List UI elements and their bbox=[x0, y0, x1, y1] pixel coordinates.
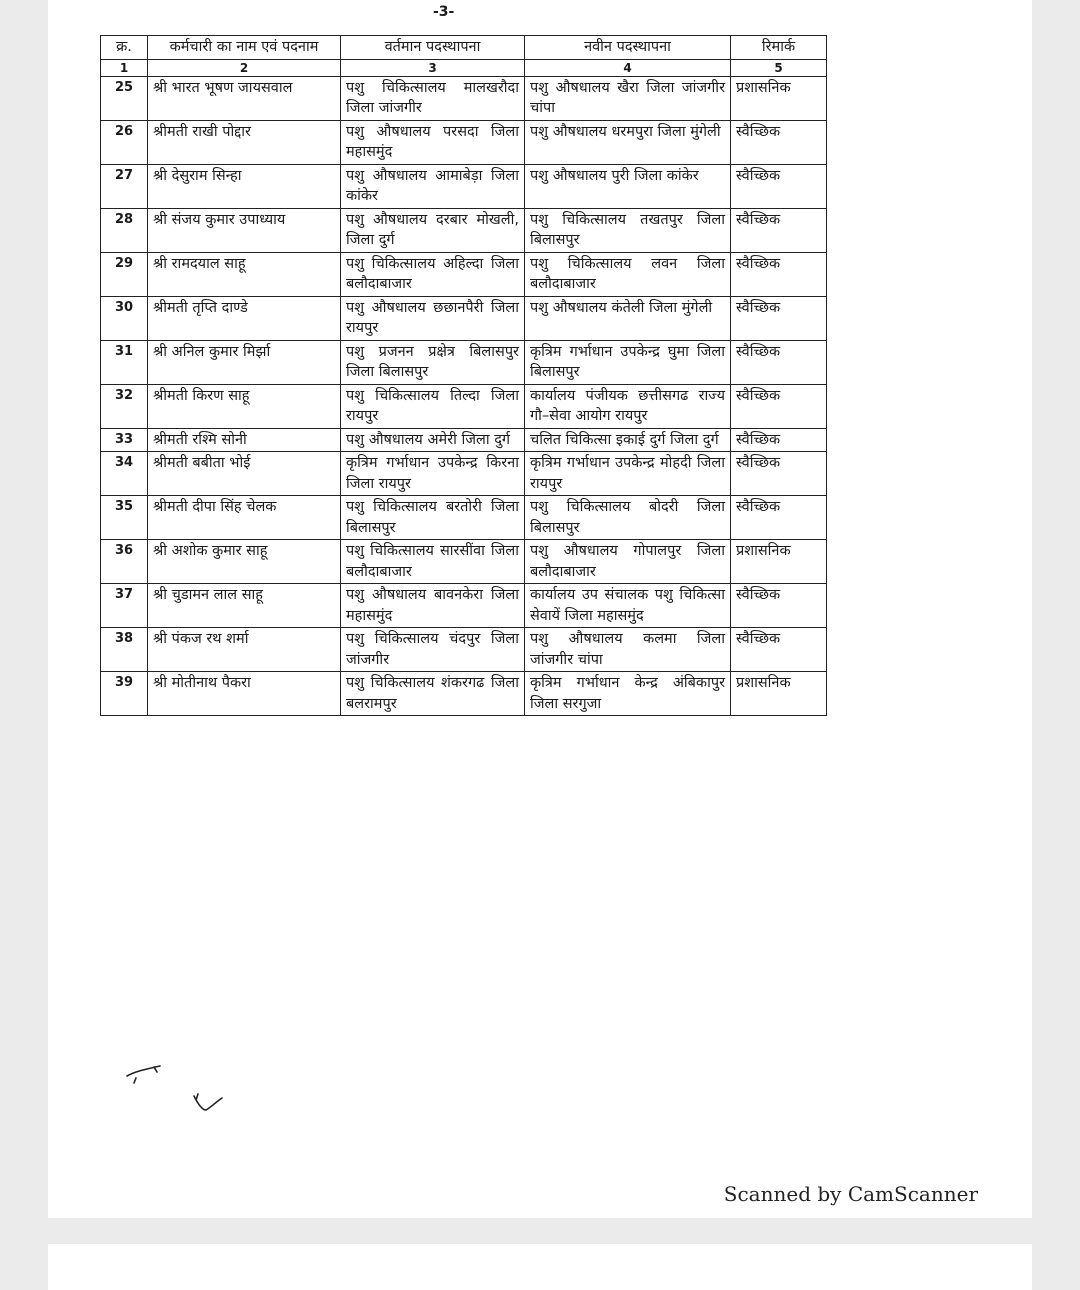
table-row bbox=[101, 496, 827, 540]
table-row bbox=[101, 340, 827, 384]
new-posting-cell: कार्यालय उप संचालक पशु चिकित्सा सेवायें जिला महासमुंद bbox=[525, 584, 731, 628]
employee-name-cell: श्रीमती तृप्ति दाण्डे bbox=[148, 296, 341, 340]
new-posting-cell: पशु औषधालय कलमा जिला जांजगीर चांपा bbox=[525, 628, 731, 672]
header-number: 1 bbox=[101, 59, 148, 76]
new-posting-cell: पशु औषधालय खैरा जिला जांजगीर चांपा bbox=[525, 76, 731, 120]
current-posting-cell: पशु चिकित्सालय अहिल्दा जिला बलौदाबाजार bbox=[341, 252, 525, 296]
serial-cell: 36 bbox=[101, 540, 148, 584]
employee-name-cell: श्री मोतीनाथ पैकरा bbox=[148, 672, 341, 716]
tick-mark-icon bbox=[190, 1090, 226, 1114]
current-posting-cell: पशु चिकित्सालय मालखरौदा जिला जांजगीर bbox=[341, 76, 525, 120]
remark-cell: स्वैच्छिक bbox=[731, 340, 827, 384]
serial-cell: 31 bbox=[101, 340, 148, 384]
employee-name-cell: श्री चुडामन लाल साहू bbox=[148, 584, 341, 628]
serial-cell: 26 bbox=[101, 120, 148, 164]
current-posting-cell: पशु प्रजनन प्रक्षेत्र बिलासपुर जिला बिलासपुर bbox=[341, 340, 525, 384]
table-row bbox=[101, 452, 827, 496]
remark-cell: स्वैच्छिक bbox=[731, 428, 827, 452]
employee-name-cell: श्री संजय कुमार उपाध्याय bbox=[148, 208, 341, 252]
employee-name-cell: श्रीमती रश्मि सोनी bbox=[148, 428, 341, 452]
remark-cell: प्रशासनिक bbox=[731, 540, 827, 584]
header-remark: रिमार्क bbox=[731, 36, 827, 60]
scanner-watermark: Scanned by CamScanner bbox=[723, 1182, 978, 1206]
table-row bbox=[101, 208, 827, 252]
next-page-edge bbox=[48, 1244, 1032, 1290]
serial-cell: 32 bbox=[101, 384, 148, 428]
document-page bbox=[48, 0, 1032, 1218]
current-posting-cell: कृत्रिम गर्भाधान उपकेन्द्र किरना जिला रायपुर bbox=[341, 452, 525, 496]
remark-cell: स्वैच्छिक bbox=[731, 584, 827, 628]
new-posting-cell: पशु औषधालय धरमपुरा जिला मुंगेली bbox=[525, 120, 731, 164]
header-row bbox=[101, 36, 827, 60]
current-posting-cell: पशु औषधालय आमाबेड़ा जिला कांकेर bbox=[341, 164, 525, 208]
remark-cell: स्वैच्छिक bbox=[731, 120, 827, 164]
serial-cell: 37 bbox=[101, 584, 148, 628]
header-number: 4 bbox=[525, 59, 731, 76]
new-posting-cell: कृत्रिम गर्भाधान उपकेन्द्र घुमा जिला बिलासपुर bbox=[525, 340, 731, 384]
table-row bbox=[101, 672, 827, 716]
header-number-row bbox=[101, 59, 827, 76]
header-serial: क्र. bbox=[101, 36, 148, 60]
serial-cell: 29 bbox=[101, 252, 148, 296]
remark-cell: स्वैच्छिक bbox=[731, 252, 827, 296]
serial-cell: 33 bbox=[101, 428, 148, 452]
remark-cell: स्वैच्छिक bbox=[731, 296, 827, 340]
table-row bbox=[101, 384, 827, 428]
employee-name-cell: श्री अशोक कुमार साहू bbox=[148, 540, 341, 584]
new-posting-cell: कृत्रिम गर्भाधान उपकेन्द्र मोहदी जिला रायपुर bbox=[525, 452, 731, 496]
table-row bbox=[101, 584, 827, 628]
current-posting-cell: पशु चिकित्सालय चंदपुर जिला जांजगीर bbox=[341, 628, 525, 672]
header-current-posting: वर्तमान पदस्थापना bbox=[341, 36, 525, 60]
remark-cell: स्वैच्छिक bbox=[731, 384, 827, 428]
remark-cell: प्रशासनिक bbox=[731, 672, 827, 716]
header-number: 5 bbox=[731, 59, 827, 76]
serial-cell: 28 bbox=[101, 208, 148, 252]
current-posting-cell: पशु औषधालय बावनकेरा जिला महासमुंद bbox=[341, 584, 525, 628]
employee-name-cell: श्रीमती बबीता भोई bbox=[148, 452, 341, 496]
current-posting-cell: पशु औषधालय अमेरी जिला दुर्ग bbox=[341, 428, 525, 452]
current-posting-cell: पशु चिकित्सालय तिल्दा जिला रायपुर bbox=[341, 384, 525, 428]
employee-name-cell: श्रीमती किरण साहू bbox=[148, 384, 341, 428]
header-new-posting: नवीन पदस्थापना bbox=[525, 36, 731, 60]
serial-cell: 34 bbox=[101, 452, 148, 496]
table-row bbox=[101, 296, 827, 340]
new-posting-cell: पशु चिकित्सालय लवन जिला बलौदाबाजार bbox=[525, 252, 731, 296]
header-number: 2 bbox=[148, 59, 341, 76]
table-row bbox=[101, 164, 827, 208]
remark-cell: स्वैच्छिक bbox=[731, 496, 827, 540]
new-posting-cell: पशु औषधालय गोपालपुर जिला बलौदाबाजार bbox=[525, 540, 731, 584]
table-row bbox=[101, 76, 827, 120]
employee-name-cell: श्री देसुराम सिन्हा bbox=[148, 164, 341, 208]
employee-name-cell: श्री अनिल कुमार मिर्झा bbox=[148, 340, 341, 384]
current-posting-cell: पशु चिकित्सालय बरतोरी जिला बिलासपुर bbox=[341, 496, 525, 540]
page-number: -3- bbox=[433, 4, 455, 20]
current-posting-cell: पशु औषधालय छछानपैरी जिला रायपुर bbox=[341, 296, 525, 340]
new-posting-cell: चलित चिकित्सा इकाई दुर्ग जिला दुर्ग bbox=[525, 428, 731, 452]
header-number: 3 bbox=[341, 59, 525, 76]
current-posting-cell: पशु चिकित्सालय शंकरगढ जिला बलरामपुर bbox=[341, 672, 525, 716]
new-posting-cell: पशु औषधालय पुरी जिला कांकेर bbox=[525, 164, 731, 208]
table-row bbox=[101, 628, 827, 672]
serial-cell: 38 bbox=[101, 628, 148, 672]
remark-cell: स्वैच्छिक bbox=[731, 164, 827, 208]
serial-cell: 25 bbox=[101, 76, 148, 120]
serial-cell: 39 bbox=[101, 672, 148, 716]
new-posting-cell: पशु चिकित्सालय बोदरी जिला बिलासपुर bbox=[525, 496, 731, 540]
new-posting-cell: पशु चिकित्सालय तखतपुर जिला बिलासपुर bbox=[525, 208, 731, 252]
current-posting-cell: पशु चिकित्सालय सारसींवा जिला बलौदाबाजार bbox=[341, 540, 525, 584]
table-row bbox=[101, 540, 827, 584]
remark-cell: प्रशासनिक bbox=[731, 76, 827, 120]
table-row bbox=[101, 252, 827, 296]
employee-name-cell: श्री रामदयाल साहू bbox=[148, 252, 341, 296]
current-posting-cell: पशु औषधालय दरबार मोखली, जिला दुर्ग bbox=[341, 208, 525, 252]
table-row bbox=[101, 120, 827, 164]
current-posting-cell: पशु औषधालय परसदा जिला महासमुंद bbox=[341, 120, 525, 164]
serial-cell: 35 bbox=[101, 496, 148, 540]
new-posting-cell: कार्यालय पंजीयक छत्तीसगढ राज्य गौ–सेवा आयोग रायपुर bbox=[525, 384, 731, 428]
serial-cell: 30 bbox=[101, 296, 148, 340]
employee-name-cell: श्री भारत भूषण जायसवाल bbox=[148, 76, 341, 120]
table-body bbox=[101, 76, 827, 716]
table-row bbox=[101, 428, 827, 452]
employee-name-cell: श्री पंकज रथ शर्मा bbox=[148, 628, 341, 672]
new-posting-cell: पशु औषधालय कंतेली जिला मुंगेली bbox=[525, 296, 731, 340]
remark-cell: स्वैच्छिक bbox=[731, 208, 827, 252]
remark-cell: स्वैच्छिक bbox=[731, 452, 827, 496]
transfer-table bbox=[100, 35, 827, 716]
new-posting-cell: कृत्रिम गर्भाधान केन्द्र अंबिकापुर जिला सरगुजा bbox=[525, 672, 731, 716]
serial-cell: 27 bbox=[101, 164, 148, 208]
employee-name-cell: श्रीमती दीपा सिंह चेलक bbox=[148, 496, 341, 540]
remark-cell: स्वैच्छिक bbox=[731, 628, 827, 672]
header-name: कर्मचारी का नाम एवं पदनाम bbox=[148, 36, 341, 60]
initial-signature-icon bbox=[124, 1058, 164, 1084]
employee-name-cell: श्रीमती राखी पोद्दार bbox=[148, 120, 341, 164]
